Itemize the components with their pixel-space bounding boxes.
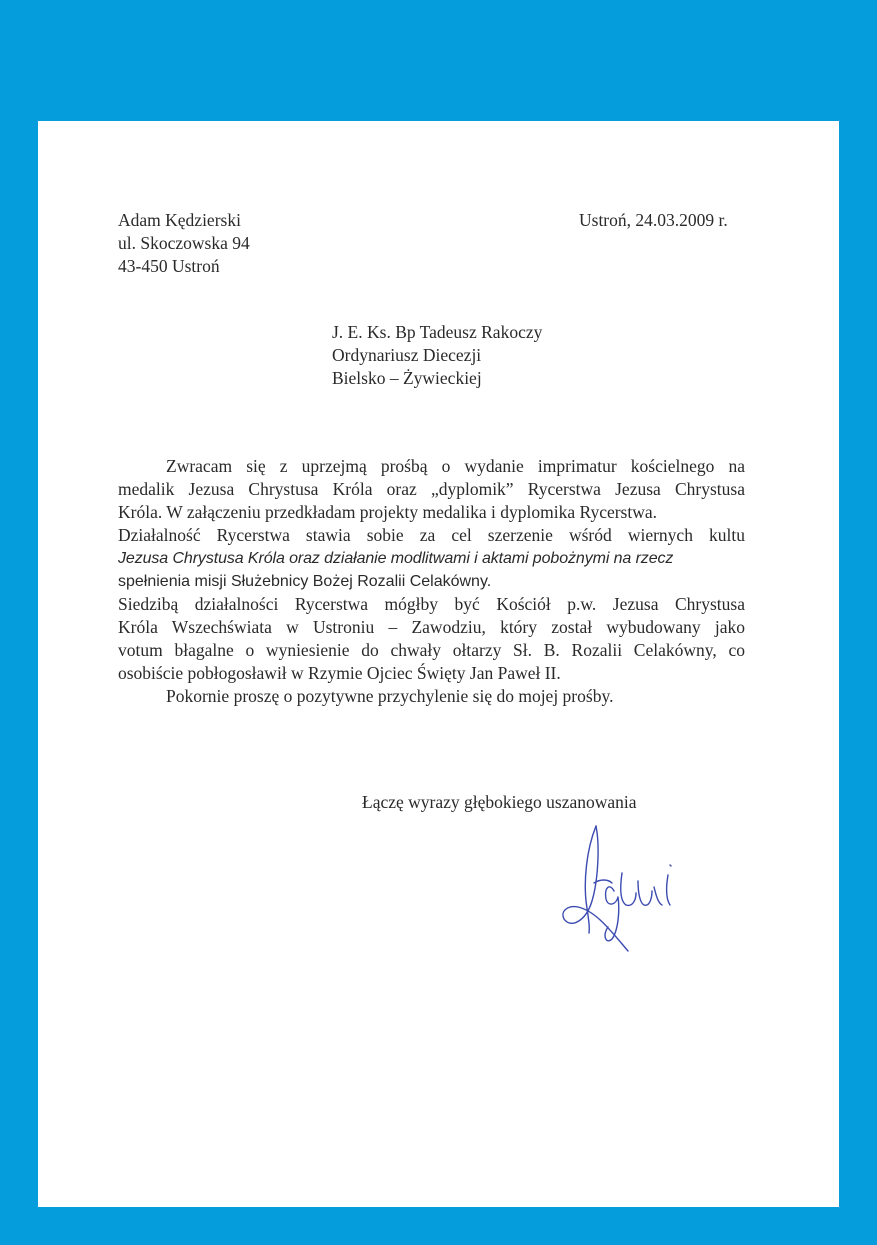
body-line: Zwracam się z uprzejmą prośbą o wydanie imprimatur kościelnego na <box>166 456 745 476</box>
letter-page <box>38 121 839 1207</box>
recipient-line-3: Bielsko – Żywieckiej <box>332 368 482 388</box>
body-line: Pokornie proszę o pozytywne przychylenie się do mojej prośby. <box>166 686 614 706</box>
recipient-line-1: J. E. Ks. Bp Tadeusz Rakoczy <box>332 322 543 342</box>
body-line: osobiście pobłogosławił w Rzymie Ojciec Święty Jan Paweł II. <box>118 663 561 683</box>
handwritten-signature <box>556 821 706 961</box>
body-line: Jezusa Chrystusa Króla oraz działanie modlitwami i aktami pobożnymi na rzecz <box>118 550 674 567</box>
sender-city: 43-450 Ustroń <box>118 256 220 276</box>
body-line: Króla Wszechświata w Ustroniu – Zawodziu, który został wybudowany jako <box>118 617 745 637</box>
closing-phrase: Łączę wyrazy głębokiego uszanowania <box>362 792 637 812</box>
letter-body <box>118 455 745 708</box>
recipient-line-2: Ordynariusz Diecezji <box>332 345 482 365</box>
recipient-address <box>332 321 542 390</box>
sender-address <box>118 209 250 278</box>
body-line: Króla. W załączeniu przedkładam projekty medalika i dyplomika Rycerstwa. <box>118 502 658 522</box>
sender-street: ul. Skoczowska 94 <box>118 233 250 253</box>
letter-date: Ustroń, 24.03.2009 r. <box>579 210 728 230</box>
body-line: spełnienia misji Służebnicy Bożej Rozalii Celakówny. <box>118 573 492 590</box>
body-line: votum błagalne o wyniesienie do chwały ołtarzy Sł. B. Rozalii Celakówny, co <box>118 640 745 660</box>
body-line: Siedzibą działalności Rycerstwa mógłby być Kościół p.w. Jezusa Chrystusa <box>118 594 745 614</box>
body-line: Działalność Rycerstwa stawia sobie za cel szerzenie wśród wiernych kultu <box>118 525 745 545</box>
sender-name: Adam Kędzierski <box>118 210 241 230</box>
body-line: medalik Jezusa Chrystusa Króla oraz „dyplomik” Rycerstwa Jezusa Chrystusa <box>118 479 745 499</box>
